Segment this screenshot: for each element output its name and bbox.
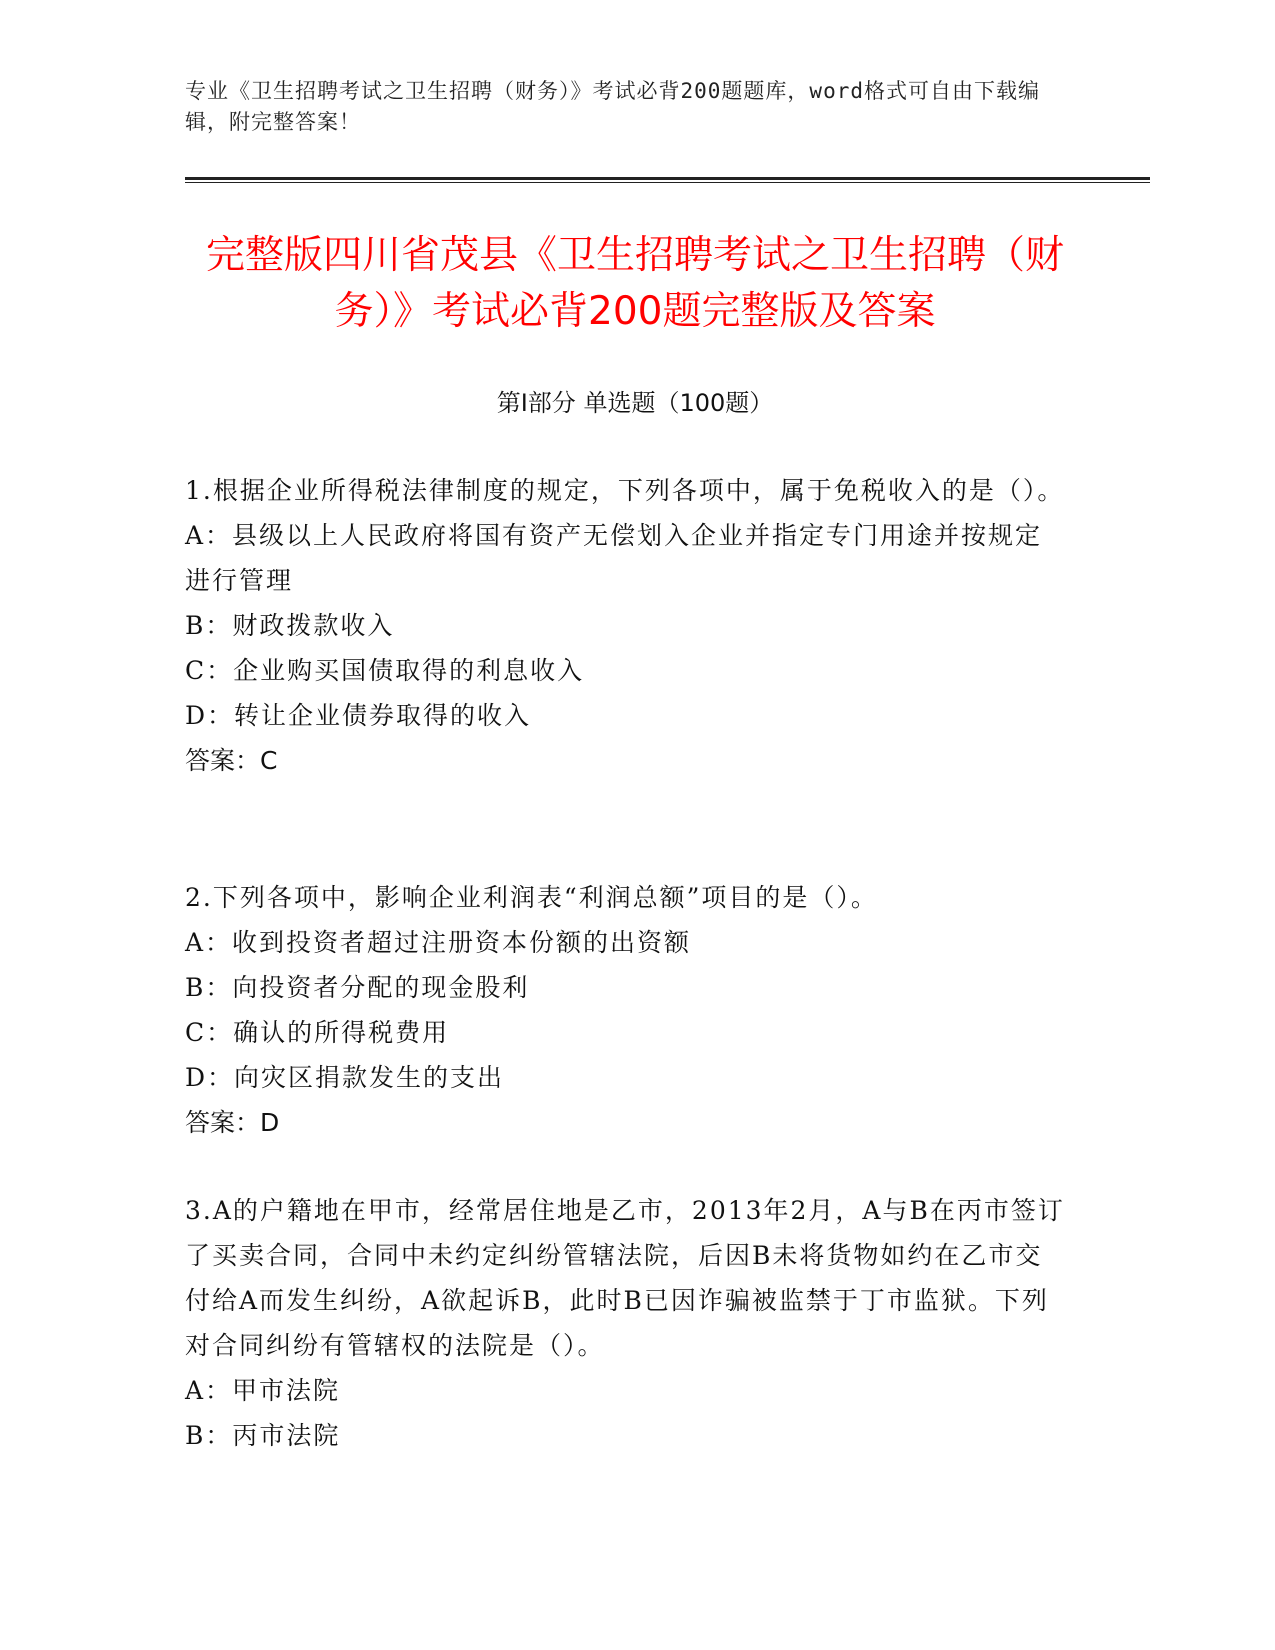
option-d: D：向灾区捐款发生的支出	[185, 1063, 505, 1092]
option-c: C：确认的所得税费用	[185, 1018, 450, 1047]
question-text: 2.下列各项中，影响企业利润表“利润总额”项目的是（）。	[185, 883, 878, 912]
answer: 答案：C	[185, 746, 278, 775]
option-a: A：甲市法院	[185, 1376, 341, 1405]
option-a: A：收到投资者超过注册资本份额的出资额	[185, 928, 692, 957]
question-2	[185, 875, 1065, 1145]
header-divider-thin	[185, 182, 1150, 183]
header-divider-thick	[185, 177, 1150, 180]
question-text: 1.根据企业所得税法律制度的规定，下列各项中，属于免税收入的是（）。	[185, 476, 1065, 505]
option-c: C：企业购买国债取得的利息收入	[185, 656, 585, 685]
question-1	[185, 468, 1065, 783]
option-b: B：财政拨款收入	[185, 611, 395, 640]
option-a: A：县级以上人民政府将国有资产无偿划入企业并指定专门用途并按规定进行管理	[185, 521, 1043, 595]
option-b: B：向投资者分配的现金股利	[185, 973, 530, 1002]
section-heading: 第Ⅰ部分 单选题（100题）	[496, 389, 774, 417]
document-title: 完整版四川省茂县《卫生招聘考试之卫生招聘（财务）》考试必背200题完整版及答案	[205, 233, 1064, 334]
question-3	[185, 1188, 1065, 1458]
answer: 答案：D	[185, 1108, 280, 1137]
header-note: 专业《卫生招聘考试之卫生招聘（财务）》考试必背200题题库，word格式可自由下载编辑，附完整答案！	[185, 79, 1040, 134]
question-text: 3.A的户籍地在甲市，经常居住地是乙市，2013年2月，A与B在丙市签订了买卖合同，合同中未约定纠纷管辖法院，后因B未将货物如约在乙市交付给A而发生纠纷，A欲起诉B，此时B已因诈骗被监禁于丁市监狱。下列对合同纠纷有管辖权的法院是（）。	[185, 1196, 1065, 1360]
option-b: B：丙市法院	[185, 1421, 341, 1450]
option-d: D：转让企业债券取得的收入	[185, 701, 532, 730]
